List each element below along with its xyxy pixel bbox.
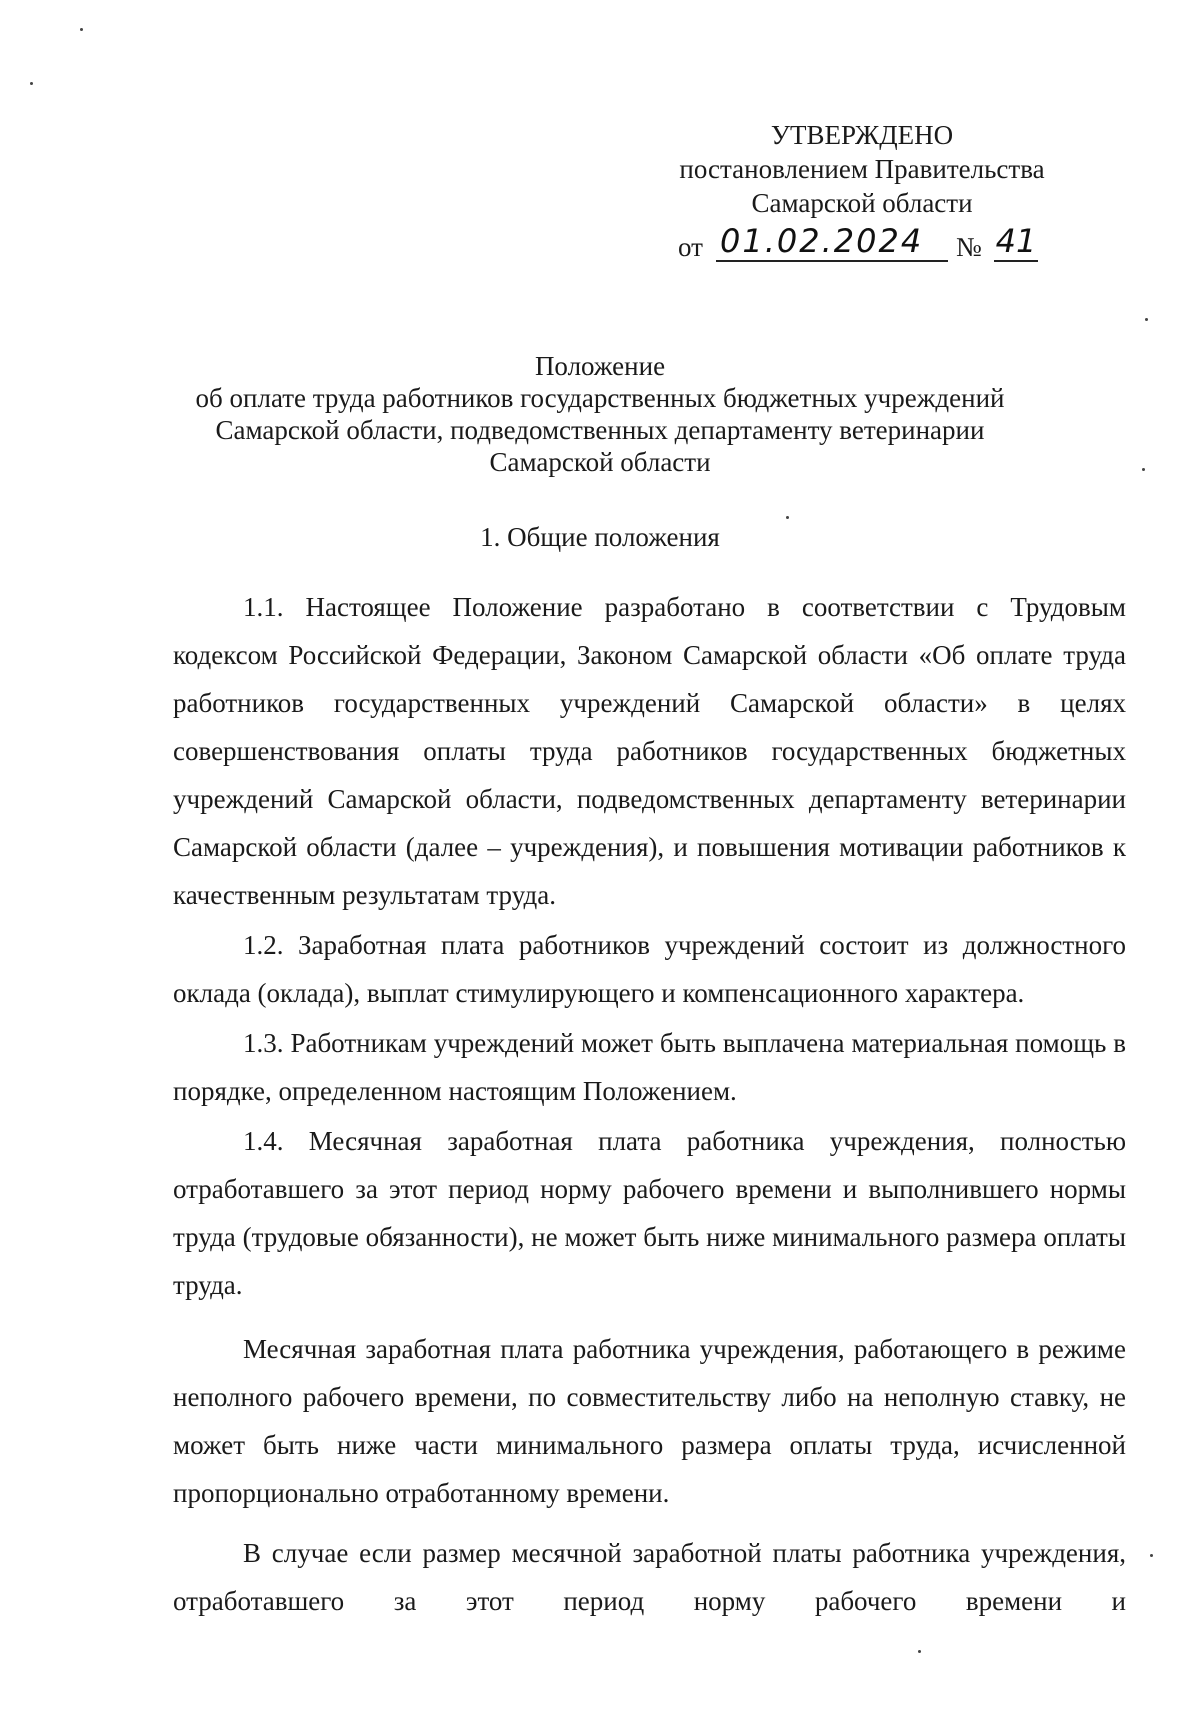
scan-speck <box>918 1650 921 1653</box>
title-line-4: Самарской области <box>489 447 711 477</box>
document-body <box>173 583 1126 1625</box>
scan-speck <box>30 82 33 85</box>
title-line-1: Положение <box>534 351 666 381</box>
paragraph-1-1: 1.1. Настоящее Положение разработано в соответствии с Трудовым кодексом Российской Федерации, Законом Самарской области «Об оплате труда работников государственных учреждений Самарской области» в целях совершенствования оплаты труда работников государственных бюджетных учреждений Самарской области, подведомственных департаменту ветеринарии Самарской области (далее – учреждения), и повышения мотивации работников к качественным результатам труда. <box>173 592 1126 910</box>
handwritten-date: 01.02.2024 <box>716 222 948 262</box>
handwritten-number: 41 <box>995 222 1037 260</box>
paragraph-in-case: В случае если размер месячной заработной платы работника учреждения, отработавшего за этот период норму рабочего времени и <box>173 1538 1126 1616</box>
paragraph-1-3: 1.3. Работникам учреждений может быть выплачена материальная помощь в порядке, определенном настоящим Положением. <box>173 1028 1126 1106</box>
number-sign: № <box>956 232 982 262</box>
document-title <box>140 350 1060 478</box>
scan-speck <box>1150 1554 1153 1557</box>
date-prefix: от <box>678 232 703 262</box>
approval-heading: УТВЕРЖДЕНО <box>770 120 954 150</box>
scan-speck <box>1142 468 1145 471</box>
scan-speck <box>80 28 83 31</box>
paragraph-1-4: 1.4. Месячная заработная плата работника учреждения, полностью отработавшего за этот период норму рабочего времени и выполнившего нормы труда (трудовые обязанности), не может быть ниже минимального размера оплаты труда. <box>173 1126 1126 1300</box>
scan-speck <box>786 516 789 519</box>
approval-block <box>620 118 1060 264</box>
paragraph-1-2: 1.2. Заработная плата работников учреждений состоит из должностного оклада (оклада), выплат стимулирующего и компенсационного характера. <box>173 930 1126 1008</box>
title-line-3: Самарской области, подведомственных департаменту ветеринарии <box>215 415 985 445</box>
approval-date-line <box>620 224 1060 264</box>
section-heading: 1. Общие положения <box>480 522 720 552</box>
approval-region: Самарской области <box>751 188 973 218</box>
scan-speck <box>1145 318 1148 321</box>
title-line-2: об оплате труда работников государственных бюджетных учреждений <box>195 383 1005 413</box>
paragraph-part-time: Месячная заработная плата работника учреждения, работающего в режиме неполного рабочего времени, по совместительству либо на неполную ставку, не может быть ниже части минимального размера оплаты труда, исчисленной пропорционально отработанному времени. <box>173 1334 1126 1508</box>
approval-issuer: постановлением Правительства <box>679 154 1045 184</box>
